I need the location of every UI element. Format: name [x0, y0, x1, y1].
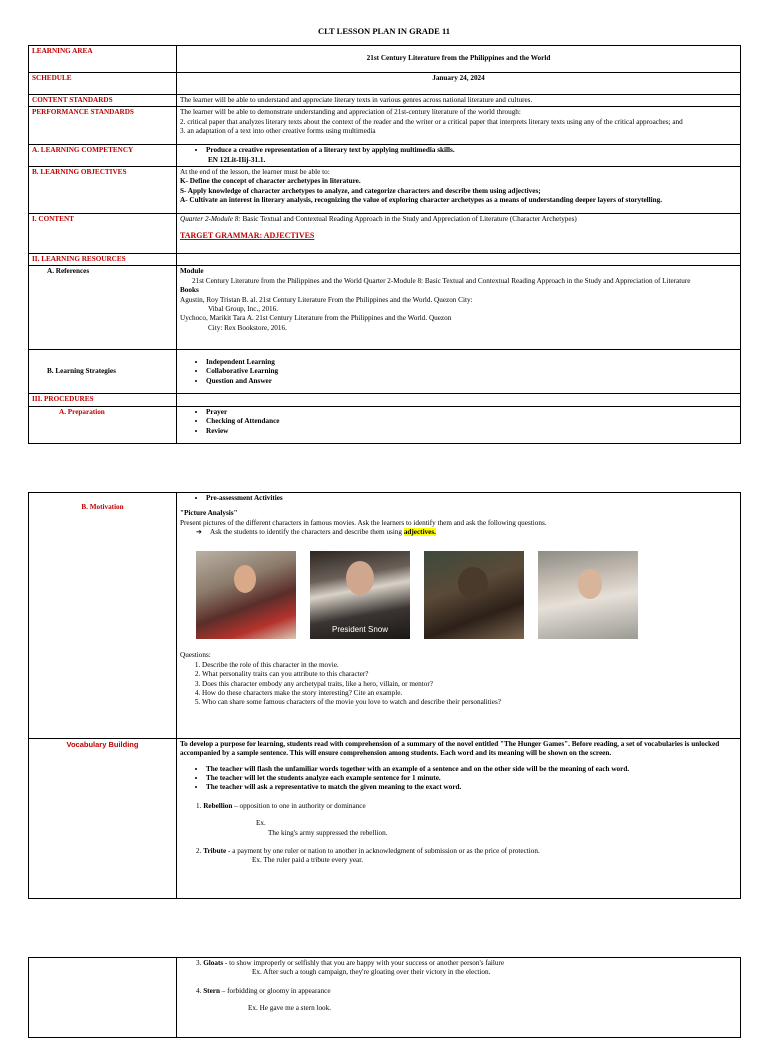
strategy-item: • Independent Learning	[206, 358, 737, 367]
competency-label: A. LEARNING COMPETENCY	[29, 145, 177, 167]
word-1-definition: – opposition to one in authority or dominance	[234, 801, 366, 810]
competency-code: EN 12Lit-IIij-31.1.	[208, 155, 266, 164]
target-grammar: TARGET GRAMMAR: ADJECTIVES	[180, 231, 315, 241]
word-4-num: 4.	[196, 986, 202, 995]
procedures-label: III. PROCEDURES	[29, 394, 177, 406]
row-vocabulary-continued	[29, 958, 741, 1038]
learning-area-label: LEARNING AREA	[29, 46, 177, 73]
competency-value	[177, 145, 741, 167]
word-4-example: Ex. He gave me a stern look.	[248, 1004, 332, 1013]
content-module-text: Basic Textual and Contextual Reading Approach in the Study and Appreciation of Literature (Character Archetypes)	[242, 215, 577, 224]
word-2-example: Ex. The ruler paid a tribute every year.	[252, 856, 364, 865]
objectives-value	[177, 167, 741, 214]
word-4-definition: – forbidding or gloomy in appearance	[221, 986, 331, 995]
strategies-label: B. Learning Strategies	[29, 350, 177, 394]
module-heading: Module	[180, 267, 204, 276]
book-1-b: Vibal Group, Inc., 2016.	[208, 304, 279, 313]
book-1-a: Agustin, Roy Tristan B. al. 21st Century Literature From the Philippines and the World. Quezon City:	[180, 295, 473, 304]
row-motivation	[29, 493, 741, 739]
activity-title: "Picture Analysis"	[180, 509, 238, 518]
vocabulary-label: Vocabulary Building	[29, 739, 177, 899]
character-pictures	[180, 551, 737, 639]
question-item: 3. Does this character embody any archetypal traits, like a hero, villain, or mentor?	[202, 680, 737, 689]
performance-line-3: 3. an adaptation of a text into other creative forms using multimedia	[180, 127, 376, 136]
lesson-plan-table-2	[28, 492, 741, 899]
performance-standards-label: PERFORMANCE STANDARDS	[29, 107, 177, 145]
objective-k: K- Define the concept of character archetypes in literature.	[180, 177, 361, 186]
character-photo-wonder-woman	[196, 551, 296, 639]
pre-assessment-item: • Pre-assessment Activities	[206, 494, 737, 503]
motivation-intro: Present pictures of the different characters in famous movies. Ask the learners to identify them and ask the following questions.	[180, 518, 547, 527]
row-strategies	[29, 350, 741, 394]
word-3-num: 3.	[196, 959, 202, 967]
vocabulary-step: • The teacher will ask a representative to match the given meaning to the exact word.	[206, 783, 737, 792]
vocabulary-step: • The teacher will let the students analyze each example sentence for 1 minute.	[206, 774, 737, 783]
row-content-standards	[29, 95, 741, 107]
arrow-text: Ask the students to identify the characters and describe them using	[210, 528, 403, 537]
vocabulary-intro: To develop a purpose for learning, students read with comprehension of a summary of the novel entitled "The Hunger Games". Before reading, a set of vocabularies is unlocked accompanied by a sample sentence. This will ensure comprehension among students. Each word and its meaning will be shown on the screen.	[180, 740, 720, 758]
prep-item: • Checking of Attendance	[206, 417, 737, 426]
highlight-adjectives: adjectives.	[403, 528, 436, 537]
character-photo-ape	[424, 551, 524, 639]
word-1: Rebellion	[203, 801, 233, 810]
word-2-num: 2.	[196, 846, 202, 855]
vocabulary-value	[177, 739, 741, 899]
character-photo-elderly-woman	[538, 551, 638, 639]
objective-a: A- Cultivate an interest in literary analysis, recognizing the value of exploring character archetypes as a means of understanding deeper layers of storytelling.	[180, 196, 663, 205]
question-item: 5. Who can share some famous characters of the movie you love to watch and describe their personalities?	[202, 698, 737, 707]
word-1-example: The king's army suppressed the rebellion.	[268, 828, 388, 837]
row-learning-area	[29, 46, 741, 73]
president-snow-caption: President Snow	[331, 625, 389, 635]
strategies-value	[177, 350, 741, 394]
questions-label: Questions:	[180, 651, 211, 660]
schedule-label: SCHEDULE	[29, 73, 177, 95]
prep-item: • Prayer	[206, 408, 737, 417]
prep-item: • Review	[206, 427, 737, 436]
word-2-definition: - a payment by one ruler or nation to another in acknowledgment of submission or as the price of protection.	[228, 846, 540, 855]
preparation-label: A. Preparation	[29, 406, 177, 443]
learning-area-value: 21st Century Literature from the Philippines and the World	[177, 46, 741, 73]
vocabulary-step: • The teacher will flash the unfamiliar words together with an example of a sentence and on the other side will be the meaning of each word.	[206, 765, 737, 774]
lesson-plan-table-3	[28, 957, 741, 1038]
books-heading: Books	[180, 286, 199, 295]
row-references	[29, 266, 741, 350]
character-photo-president-snow	[310, 551, 410, 639]
performance-line-1: The learner will be able to demonstrate understanding and appreciation of 21st-century literature of the world through:	[180, 108, 521, 117]
row-preparation	[29, 406, 741, 443]
strategy-item: • Collaborative Learning	[206, 367, 737, 376]
question-item: 4. How do these characters make the story interesting? Cite an example.	[202, 689, 737, 698]
references-value	[177, 266, 741, 350]
row-competency	[29, 145, 741, 167]
content-standards-label: CONTENT STANDARDS	[29, 95, 177, 107]
objectives-label: B. LEARNING OBJECTIVES	[29, 167, 177, 214]
word-1-ex-label: Ex.	[256, 819, 266, 828]
objectives-intro: At the end of the lesson, the learner must be able to:	[180, 168, 330, 177]
objective-s: S- Apply knowledge of character archetypes to analyze, and categorize characters and describe them using adjectives;	[180, 186, 541, 195]
motivation-label: B. Motivation	[29, 493, 177, 739]
lesson-plan-table-1	[28, 45, 741, 444]
row-procedures	[29, 394, 741, 406]
resources-label: II. LEARNING RESOURCES	[29, 254, 177, 266]
book-2-a: Uychoco, Marikit Tara A. 21st Century Literature from the Philippines and the World. Quezon	[180, 314, 452, 323]
schedule-value: January 24, 2024	[177, 73, 741, 95]
performance-line-2: 2. critical paper that analyzes literary texts about the context of the reader and the writer or a critical paper that interprets literary texts using any of the critical approaches; and	[180, 117, 683, 126]
performance-standards-value	[177, 107, 741, 145]
arrow-right-icon: ➔	[196, 528, 203, 537]
row-resources	[29, 254, 741, 266]
preparation-value	[177, 406, 741, 443]
word-1-num: 1.	[196, 801, 202, 810]
competency-item: • Produce a creative representation of a literary text by applying multimedia skills.	[206, 146, 737, 155]
question-item: 1. Describe the role of this character in the movie.	[202, 661, 737, 670]
content-module-ref: Quarter 2-Module 8:	[180, 215, 241, 224]
strategy-item: • Question and Answer	[206, 377, 737, 386]
references-label: A. References	[29, 266, 177, 350]
content-value	[177, 214, 741, 254]
module-line: 21st Century Literature from the Philippines and the World Quarter 2-Module 8: Basic Textual and Contextual Reading Approach in the Study and Appreciation of Literature	[192, 276, 691, 285]
motivation-value	[177, 493, 741, 739]
content-label: I. CONTENT	[29, 214, 177, 254]
word-4: Stern	[203, 986, 220, 995]
row-schedule	[29, 73, 741, 95]
vocabulary-continued-value	[177, 958, 741, 1038]
word-3-example: Ex. After such a tough campaign, they're gloating over their victory in the election.	[252, 968, 491, 977]
question-item: 2. What personality traits can you attribute to this character?	[202, 670, 737, 679]
row-objectives	[29, 167, 741, 214]
word-3-definition: - to show improperly or selfishly that you are happy with your success or another person's failure	[224, 959, 505, 967]
content-standards-value: The learner will be able to understand and appreciate literary texts in various genres across national literature and cultures.	[177, 95, 741, 107]
row-content	[29, 214, 741, 254]
page-title: CLT LESSON PLAN IN GRADE 11	[317, 26, 451, 36]
word-3: Gloats	[203, 959, 224, 967]
book-2-b: City: Rex Bookstore, 2016.	[208, 323, 287, 332]
row-vocabulary	[29, 739, 741, 899]
word-2: Tribute	[203, 846, 227, 855]
row-performance-standards	[29, 107, 741, 145]
